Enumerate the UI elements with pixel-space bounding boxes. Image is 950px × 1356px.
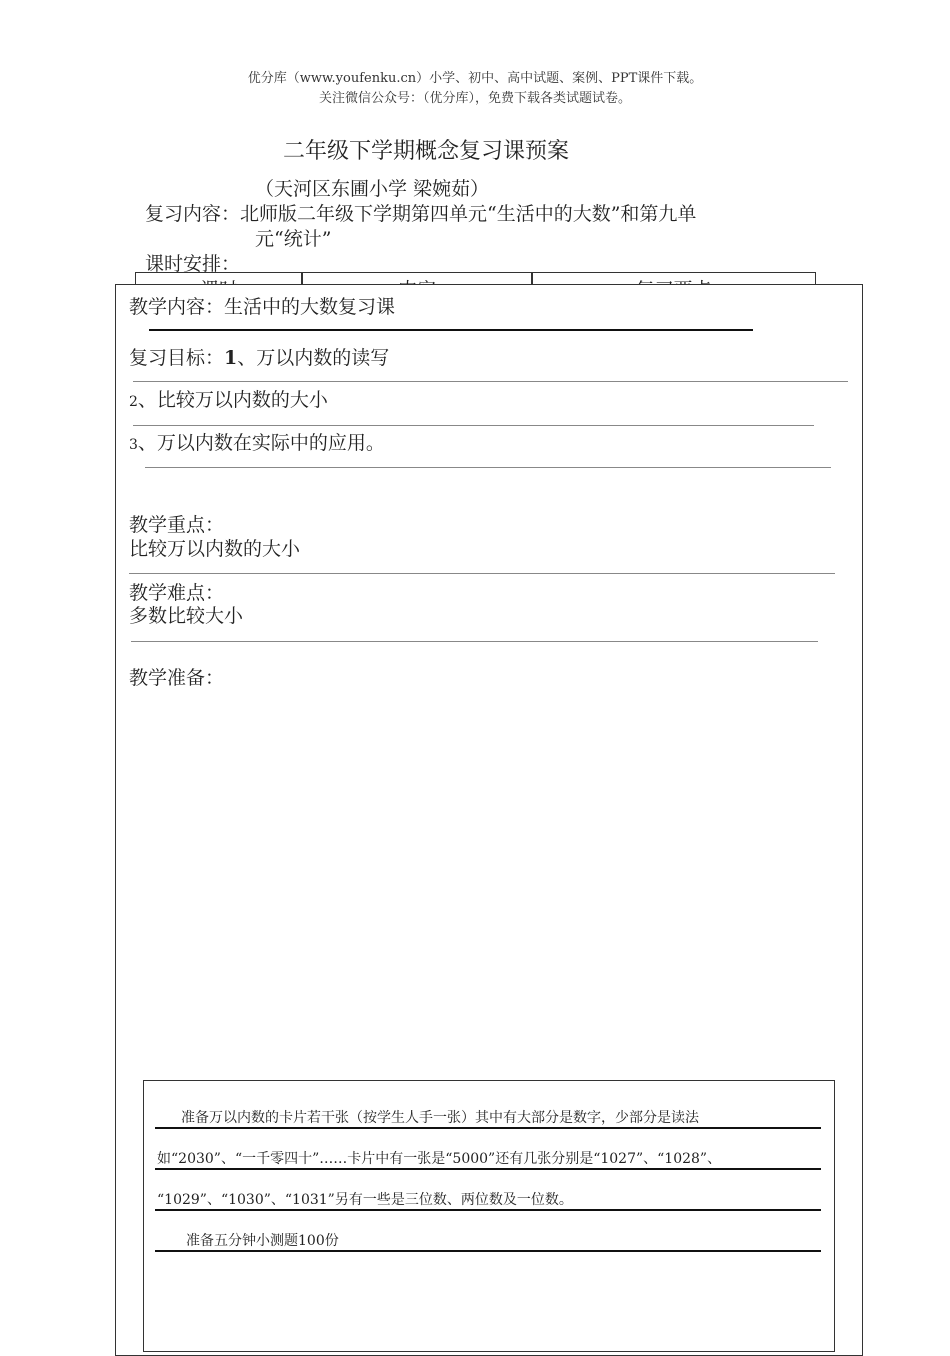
goal-1 [129,343,389,370]
page-title: 二年级下学期概念复习课预案 [283,139,570,164]
goal-3-number: 3 [129,437,138,453]
goal-2 [129,385,328,412]
prep-line-2: 如“2030”、“一千零四十”……卡片中有一张是“5000”还有几张分别是“1027”、“1028”、 [157,1151,722,1167]
goal-label: 复习目标： [129,347,225,369]
goal-3 [129,428,385,455]
schedule-label: 课时安排： [145,253,241,275]
underline [155,1127,821,1129]
underline [131,641,818,642]
difficulty-label: 教学难点： [129,582,225,604]
underline [155,1168,821,1170]
prep-line-4: 准备五分钟小测题100份 [186,1233,339,1249]
author-line: （天河区东圃小学 梁婉茹） [255,178,490,200]
underline [155,1209,821,1211]
teaching-content: 教学内容：生活中的大数复习课 [129,296,396,318]
underline [149,329,753,331]
preparation-label: 教学准备： [129,667,225,689]
key-point-label: 教学重点： [129,514,225,536]
site-header-line1: 优分库（www.youfenku.cn）小学、初中、高中试题、案例、PPT课件下载。 [247,71,703,86]
review-content-line1: 复习内容：北师版二年级下学期第四单元“生活中的大数”和第九单 [145,203,697,225]
prep-line-1: 准备万以内数的卡片若干张（按学生人手一张）其中有大部分是数字，少部分是读法 [181,1110,699,1126]
site-header-line2: 关注微信公众号：（优分库），免费下载各类试题试卷。 [318,91,631,106]
goal-1-text: 、万以内数的读写 [237,347,390,369]
review-content-line2: 元“统计” [255,228,332,250]
goal-3-text: 、万以内数在实际中的应用。 [137,432,385,454]
goal-1-number: 1 [224,347,238,369]
underline [145,467,831,468]
underline [133,381,848,382]
key-point-text: 比较万以内数的大小 [129,538,301,560]
underline [155,1250,821,1252]
underline [129,573,835,574]
goal-2-text: 、比较万以内数的大小 [137,389,328,411]
underline [133,425,814,426]
goal-2-number: 2 [129,394,138,410]
difficulty-text: 多数比较大小 [129,605,244,627]
prep-line-3: “1029”、“1030”、“1031”另有一些是三位数、两位数及一位数。 [157,1192,573,1208]
